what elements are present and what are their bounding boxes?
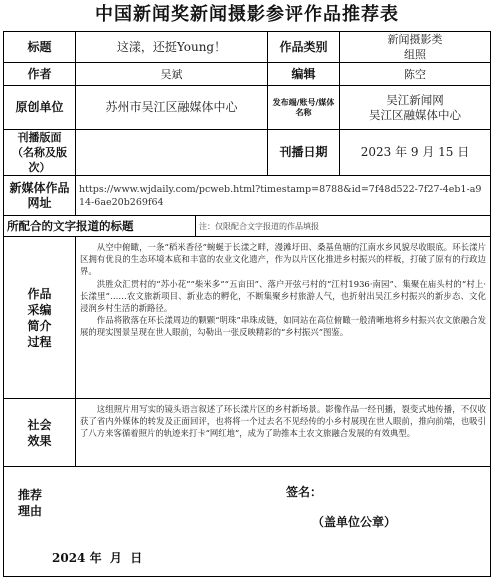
caption-label: 所配合的文字报道的标题 xyxy=(4,216,196,237)
page-label: 刊播版面 （名称及版次） xyxy=(4,130,76,176)
editor-label: 编辑 xyxy=(268,63,340,86)
page-value xyxy=(76,130,268,176)
effect-body xyxy=(76,399,491,467)
intro-paragraph: 洪胜众汇贯村的“苏小花”“柴米多”“五亩田”、落户开弦弓村的“江村1936·南园”、集聚在庙头村的“村上·长漾里”……农文旅新项目、新业态的孵化，不断集聚乡村旅游人气，也折射出吴江乡村振兴的新步态、文化浸润乡村生活的新路径。 xyxy=(80,278,486,314)
recommend-section xyxy=(4,467,491,577)
intro-paragraph: 作品将散落在环长漾周边的颗颗“明珠”串珠成链，如同站在高位俯瞰一般清晰地将乡村振兴农文旅融合发展的现实图景呈现在世人眼前，勾勒出一张反映精彩的“乡村振兴”图鉴。 xyxy=(80,315,486,338)
title-label: 标题 xyxy=(4,32,76,63)
intro-label: 作品采编简介过程 xyxy=(4,237,76,399)
category-label: 作品类别 xyxy=(268,32,340,63)
author-label: 作者 xyxy=(4,63,76,86)
editor-value: 陈空 xyxy=(340,63,491,86)
caption-note: 注：仅限配合文字报道的作品填报 xyxy=(196,216,491,237)
page-title: 中国新闻奖新闻摄影参评作品推荐表 xyxy=(95,4,399,25)
recommend-label: 推荐理由 xyxy=(18,488,43,518)
effect-paragraph: 这组照片用写实的镜头语言叙述了环长漾片区的乡村新场景。影像作品一经刊播，裂变式地传播，不仅收获了省内外媒体的转发及正面回评，也将将一个过去名不见经传的小乡村展现在世人眼前，推向前端，也吸引了八方来客循着照片的轨迹来打卡“网红地”，成为了助推本土农文旅融合发展的有效典型。 xyxy=(80,404,486,439)
url-value[interactable]: https://www.wjdaily.com/pcweb.html?timestamp=8788&id=7f48d522-7f27-4eb1-a914-6ae20b269f64 xyxy=(76,176,491,216)
intro-body xyxy=(76,237,491,399)
unit-value: 苏州市吴江区融媒体中心 xyxy=(76,86,268,130)
seal-label: （盖单位公章） xyxy=(312,515,397,529)
recommendation-form xyxy=(3,31,491,577)
publisher-value: 吴江新闻网 吴江区融媒体中心 xyxy=(340,86,491,130)
title-value: 这漾，还挺Young！ xyxy=(76,32,268,63)
url-label: 新媒体作品网址 xyxy=(4,176,76,216)
signature-label: 签名： xyxy=(286,485,323,499)
intro-paragraph: 从空中俯瞰，一条“稻米香径”蜿蜒于长漾之畔，漫滩圩田、桑基鱼塘的江南水乡风貌尽收眼底。环长漾片区拥有优良的生态环境本底和丰富的农业文化遗产，作为以片区化推进乡村振兴的样板，打破了原有的行政边界。 xyxy=(80,242,486,277)
publisher-label: 发布端/账号/媒体名称 xyxy=(268,86,340,130)
category-value: 新闻摄影类 组照 xyxy=(340,32,491,63)
recommend-date: 2024 年 月 日 xyxy=(52,551,143,565)
author-value: 吴斌 xyxy=(76,63,268,86)
effect-label: 社会效果 xyxy=(4,399,76,467)
date-label: 刊播日期 xyxy=(268,130,340,176)
unit-label: 原创单位 xyxy=(4,86,76,130)
date-value: 2023 年 9 月 15 日 xyxy=(340,130,491,176)
